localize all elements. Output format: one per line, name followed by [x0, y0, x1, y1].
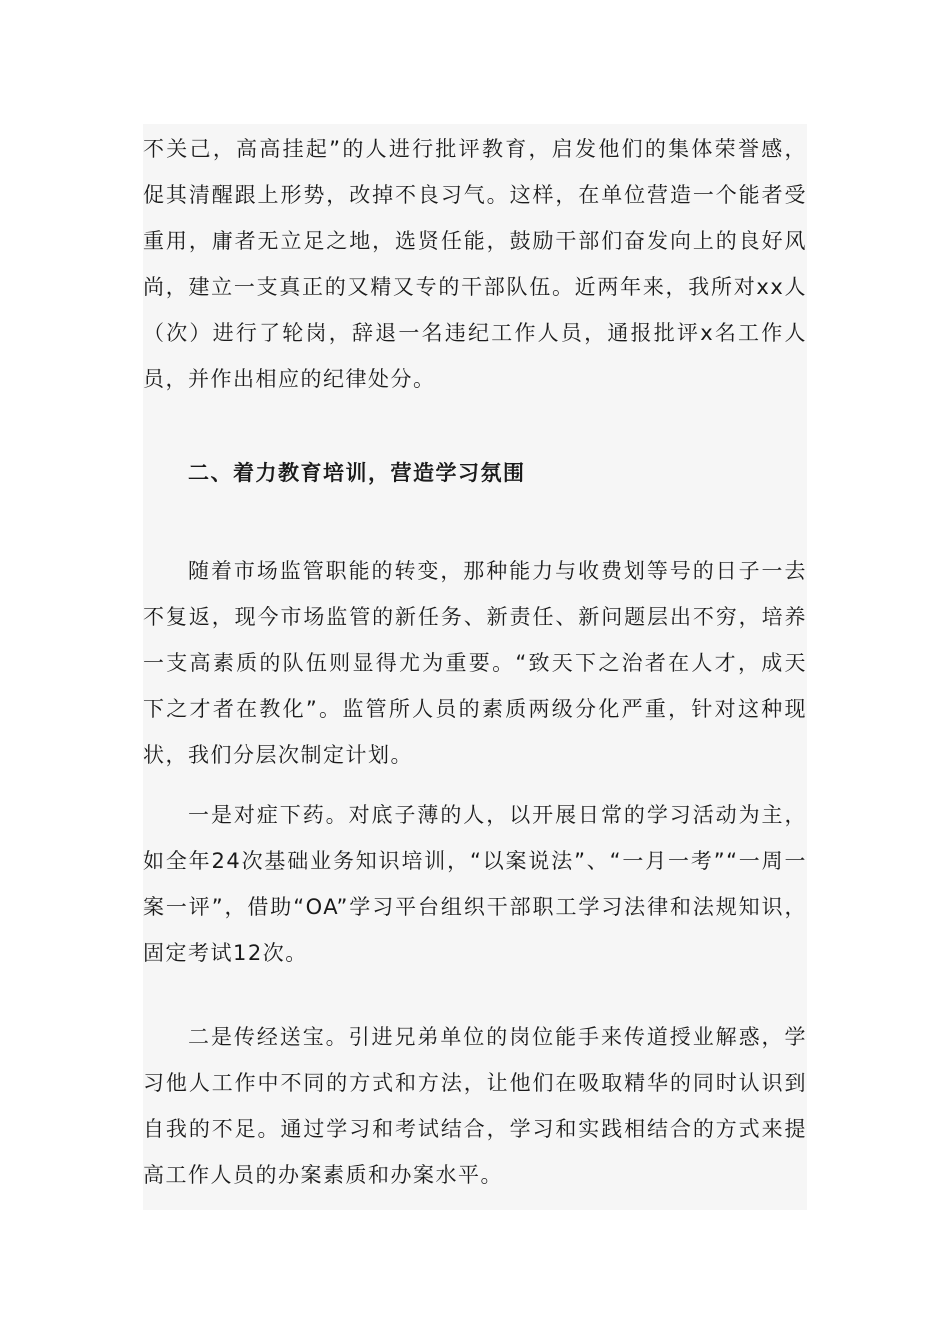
paragraph-experience-sharing: 二是传经送宝。引进兄弟单位的岗位能手来传道授业解惑，学习他人工作中不同的方式和方法，让他们在吸取精华的同时认识到自我的不足。通过学习和考试结合，学习和实践相结合的方式来提高工作人员的办案素质和办案水平。	[143, 1025, 807, 1187]
document-text-area	[143, 124, 807, 1210]
paragraph-targeted-training: 一是对症下药。对底子薄的人，以开展日常的学习活动为主，如全年24次基础业务知识培训，“以案说法”、“一月一考”“一周一案一评”，借助“OA”学习平台组织干部职工学习法律和法规知识，固定考试12次。	[143, 803, 807, 965]
section-heading-education-training: 二、着力教育培训，营造学习氛围	[188, 461, 526, 485]
paragraph-market-supervision: 随着市场监管职能的转变，那种能力与收费划等号的日子一去不复返，现今市场监管的新任务、新责任、新问题层出不穷，培养一支高素质的队伍则显得尤为重要。“致天下之治者在人才，成天下之才者在教化”。监管所人员的素质两级分化严重，针对这种现状，我们分层次制定计划。	[143, 559, 807, 767]
paragraph-personnel-discipline: 不关己，高高挂起”的人进行批评教育，启发他们的集体荣誉感，促其清醒跟上形势，改掉不良习气。这样，在单位营造一个能者受重用，庸者无立足之地，选贤任能，鼓励干部们奋发向上的良好风尚，建立一支真正的又精又专的干部队伍。近两年来，我所对xx人（次）进行了轮岗，辞退一名违纪工作人员，通报批评x名工作人员，并作出相应的纪律处分。	[143, 137, 807, 391]
